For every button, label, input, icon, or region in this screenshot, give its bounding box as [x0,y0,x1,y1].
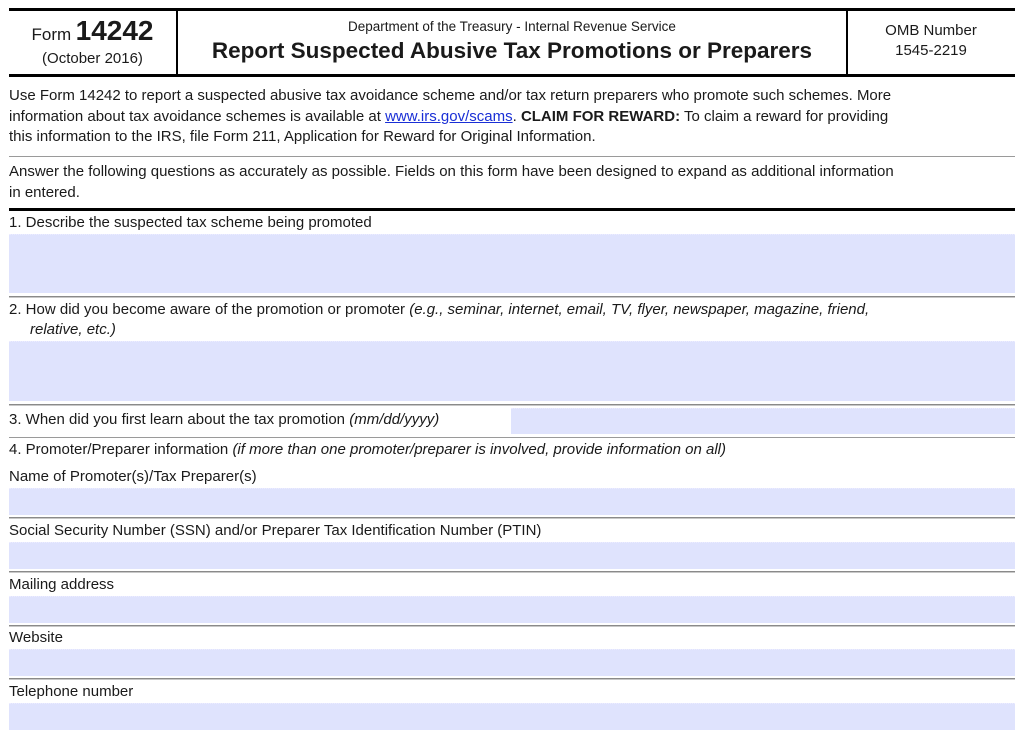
intro-line-3: this information to the IRS, file Form 211, Application for Reward for Original Information. [9,128,596,145]
title-block [178,18,846,66]
form-word: Form [31,25,72,44]
form-date: (October 2016) [42,50,143,67]
scams-link[interactable]: www.irs.gov/scams [385,107,513,125]
q4-label-text: 4. Promoter/Preparer information [9,441,233,458]
instructions-line-1: Answer the following questions as accurately as possible. Fields on this form have been designed to expand as additional information [9,163,894,180]
claim-for-reward-label: CLAIM FOR REWARD: [520,107,681,125]
intro-line-2-period: . [512,107,521,125]
q4-hint: (if more than one promoter/preparer is involved, provide information on all) [232,441,727,458]
mailing-address-label: Mailing address [9,576,115,593]
instructions-line-2: in entered. [9,183,80,201]
intro-line-2 [9,107,1019,128]
q1-scheme-description-field[interactable] [9,234,1015,293]
q2-hint: (e.g., seminar, internet, email, TV, flyer, newspaper, magazine, friend, [409,301,870,318]
promoter-name-divider [9,517,1015,519]
intro-line-1: Use Form 14242 to report a suspected abusive tax avoidance scheme and/or tax return preparers who promote such schemes. More [9,87,892,104]
form-id-block [9,14,176,67]
q2-hint-continued: relative, etc.) [30,321,116,338]
q2-awareness-field[interactable] [9,341,1015,401]
header-top-rule [9,8,1015,11]
agency-name: Department of the Treasury - Internal Revenue Service [348,19,676,34]
header-bottom-rule [9,74,1015,77]
q3-hint: (mm/dd/yyyy) [349,411,440,428]
q3-date-field[interactable] [511,408,1015,434]
intro-line-2-suffix: To claim a reward for providing [680,107,889,125]
omb-label: OMB Number [885,22,977,39]
form-number: 14242 [75,15,154,46]
telephone-field[interactable] [9,703,1015,730]
q3-divider [9,437,1015,438]
q3-label-text: 3. When did you first learn about the tax promotion [9,411,350,428]
mailing-address-field[interactable] [9,596,1015,623]
intro-divider [9,156,1015,157]
ssn-ptin-divider [9,571,1015,573]
promoter-name-field[interactable] [9,488,1015,515]
intro-line-2-prefix: information about tax avoidance schemes is available at [9,107,386,125]
telephone-label: Telephone number [9,683,134,700]
instructions-paragraph [9,162,894,203]
q2-label [9,300,869,320]
omb-number: 1545-2219 [895,42,967,59]
omb-block [848,21,1014,61]
section-top-rule [9,208,1015,211]
form-title: Report Suspected Abusive Tax Promotions or Preparers [211,38,813,63]
q2-label-text: 2. How did you become aware of the promotion or promoter [9,301,410,318]
website-field[interactable] [9,649,1015,676]
mailing-address-divider [9,625,1015,627]
intro-paragraph [9,86,1019,148]
ssn-ptin-label: Social Security Number (SSN) and/or Preparer Tax Identification Number (PTIN) [9,522,542,539]
website-divider [9,678,1015,680]
website-label: Website [9,629,63,646]
q1-label: 1. Describe the suspected tax scheme being promoted [9,214,372,231]
q1-divider [9,296,1015,298]
q4-label [9,440,726,460]
promoter-name-label: Name of Promoter(s)/Tax Preparer(s) [9,468,257,485]
q2-divider [9,404,1015,406]
ssn-ptin-field[interactable] [9,542,1015,569]
q3-label [9,410,439,430]
